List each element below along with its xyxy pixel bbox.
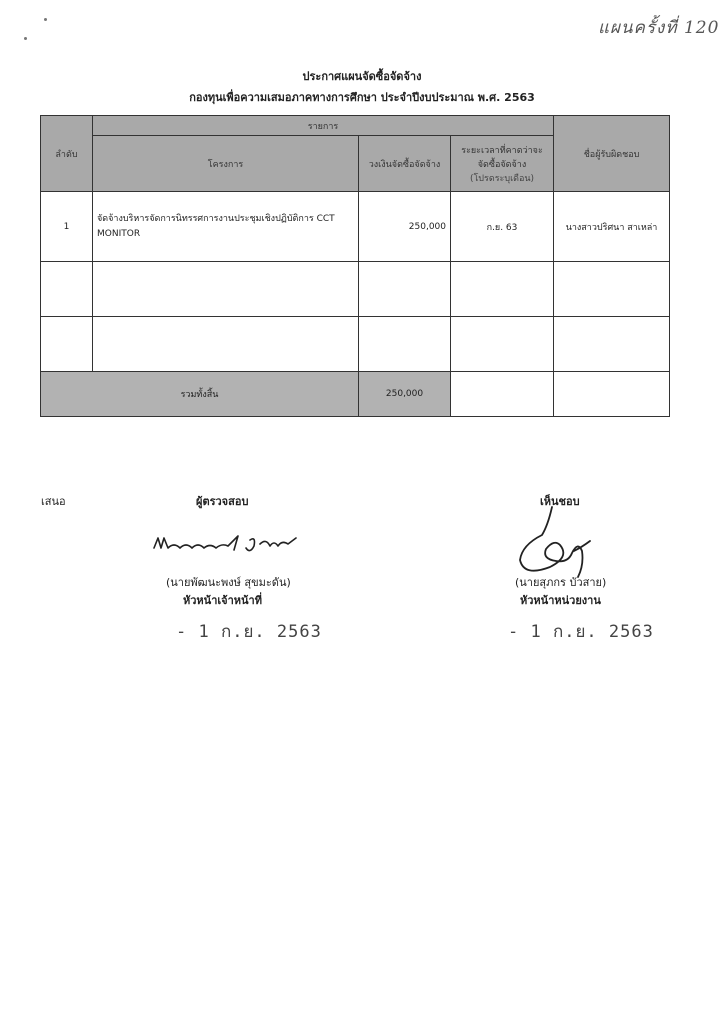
- total-row: [41, 372, 670, 417]
- header-period-note: (โปรดระบุเดือน): [469, 173, 535, 184]
- approver-position: หัวหน้าหน่วยงาน: [520, 594, 601, 607]
- header-items-group: รายการ: [93, 116, 554, 136]
- reviewer-signature: [150, 528, 300, 560]
- scan-speck: [44, 18, 47, 21]
- approver-date-stamp: - 1 ก.ย. 2563: [508, 622, 654, 642]
- row-responsible: นางสาวปริศนา สาเหล่า: [554, 192, 670, 262]
- row-budget: 250,000: [359, 192, 451, 262]
- reviewer-position: หัวหน้าเจ้าหน้าที่: [183, 594, 262, 607]
- header-period-line1: ระยะเวลาที่คาดว่าจะ: [461, 145, 543, 156]
- table-row-empty: [41, 262, 670, 317]
- procurement-plan-table: [40, 115, 670, 417]
- table-row: [41, 192, 670, 262]
- scan-speck: [24, 37, 27, 40]
- reviewer-name: (นายพัฒนะพงษ์ สุขมะดัน): [166, 576, 291, 589]
- header-project: โครงการ: [93, 136, 359, 192]
- header-budget: วงเงินจัดซื้อจัดจ้าง: [359, 136, 451, 192]
- document-title: ประกาศแผนจัดซื้อจัดจ้าง: [302, 70, 422, 83]
- document-subtitle: กองทุนเพื่อความเสมอภาคทางการศึกษา ประจำปีงบประมาณ พ.ศ. 2563: [189, 91, 535, 104]
- handwritten-plan-number: แผนครั้งที่ 120: [598, 18, 720, 38]
- reviewer-label: ผู้ตรวจสอบ: [196, 495, 249, 508]
- approver-name: (นายสุภกร บัวสาย): [515, 576, 607, 589]
- row-project: จัดจ้างบริหารจัดการนิทรรศการงานประชุมเชิงปฏิบัติการ CCT MONITOR: [93, 192, 359, 262]
- approver-signature: [512, 505, 597, 580]
- header-period: [451, 136, 554, 192]
- approve-label: เห็นชอบ: [540, 495, 580, 508]
- row-no: 1: [41, 192, 93, 262]
- row-period: ก.ย. 63: [451, 192, 554, 262]
- header-no: ลำดับ: [41, 116, 93, 192]
- header-responsible: ชื่อผู้รับผิดชอบ: [554, 116, 670, 192]
- reviewer-date-stamp: - 1 ก.ย. 2563: [176, 622, 322, 642]
- total-value: 250,000: [359, 372, 451, 417]
- table-row-empty: [41, 317, 670, 372]
- total-label: รวมทั้งสิ้น: [41, 372, 359, 417]
- propose-label: เสนอ: [41, 495, 66, 508]
- header-period-line2: จัดซื้อจัดจ้าง: [477, 159, 527, 170]
